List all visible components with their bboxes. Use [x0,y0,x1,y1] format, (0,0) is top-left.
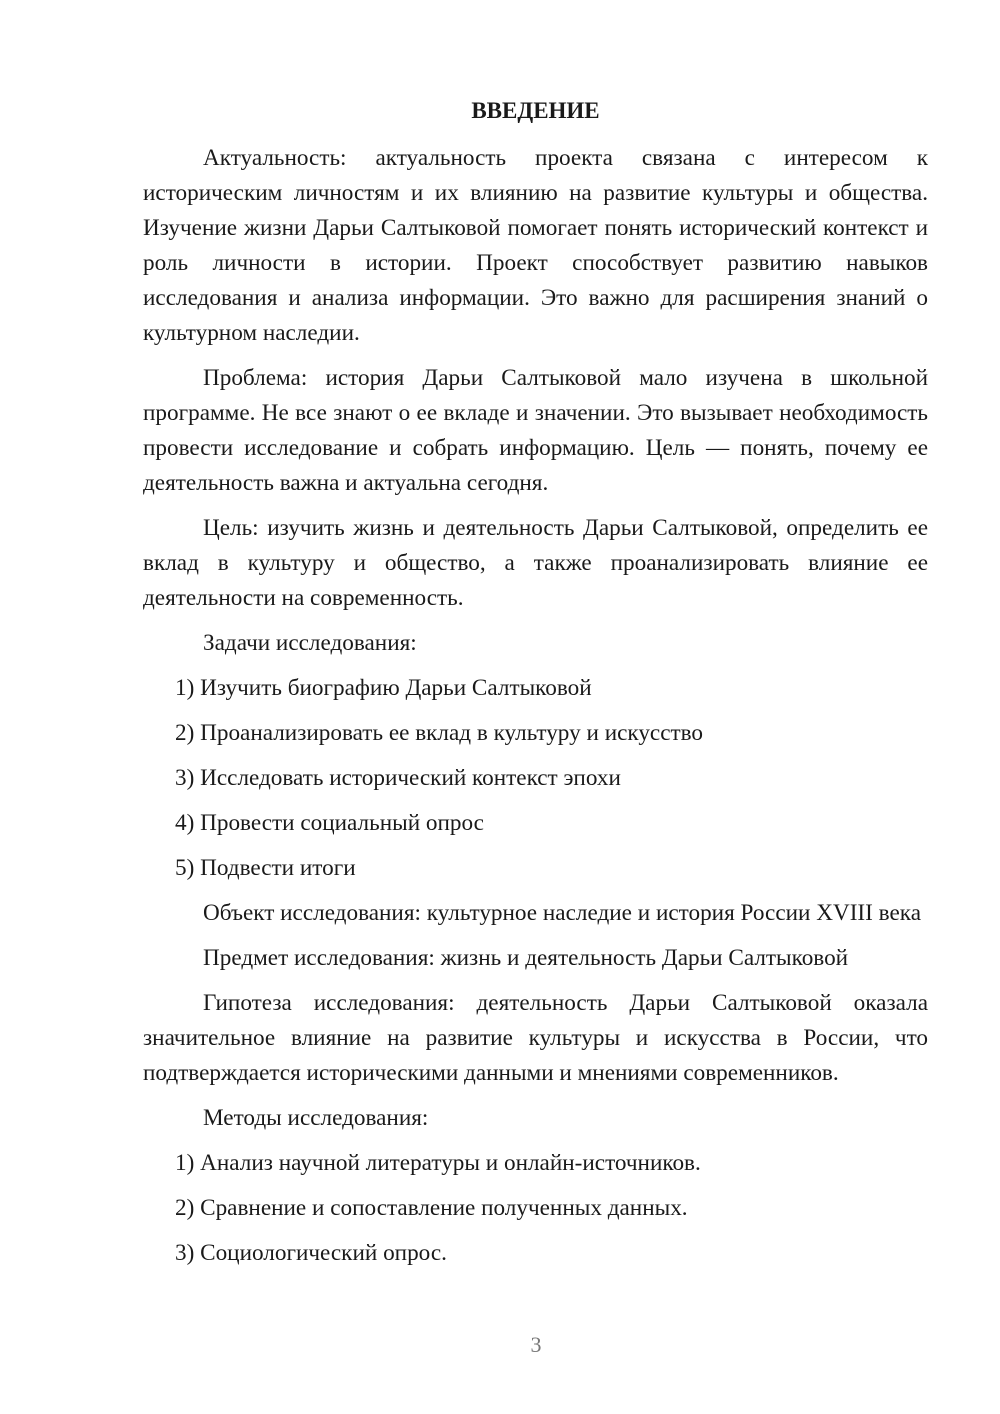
task-item: 4) Провести социальный опрос [175,810,484,836]
relevance-paragraph: Актуальность: актуальность проекта связана с интересом к историческим личностям и их влиянию на развитие культуры и общества. Изучение жизни Дарьи Салтыковой помогает понять исторический контекст и роль личности в истории. Проект способствует развитию навыков исследования и анализа информации. Это важно для расширения знаний о культурном наследии. [143,145,928,346]
task-item: 1) Изучить биографию Дарьи Салтыковой [175,675,592,701]
method-item: 3) Социологический опрос. [175,1240,447,1266]
method-item: 2) Сравнение и сопоставление полученных данных. [175,1195,688,1221]
methods-label: Методы исследования: [203,1105,429,1131]
task-item: 3) Исследовать исторический контекст эпохи [175,765,621,791]
task-item: 2) Проанализировать ее вклад в культуру и искусство [175,720,704,746]
problem-paragraph: Проблема: история Дарьи Салтыковой мало изучена в школьной программе. Не все знают о ее вкладе и значении. Это вызывает необходимость провести исследование и собрать информацию. Цель — понять, почему ее деятельность важна и актуальна сегодня. [143,365,928,496]
goal-paragraph: Цель: изучить жизнь и деятельность Дарьи Салтыковой, определить ее вклад в культуру и общество, а также проанализировать влияние ее деятельности на современность. [143,515,928,611]
subject-line: Предмет исследования: жизнь и деятельность Дарьи Салтыковой [203,945,849,971]
tasks-label: Задачи исследования: [203,630,417,656]
hypothesis-paragraph: Гипотеза исследования: деятельность Дарьи Салтыковой оказала значительное влияние на развитие культуры и искусства в России, что подтверждается историческими данными и мнениями современников. [143,990,928,1086]
page-body [143,96,928,1281]
page-title: ВВЕДЕНИЕ [471,98,600,123]
task-item: 5) Подвести итоги [175,855,356,881]
object-paragraph: Объект исследования: культурное наследие и история России XVIII века [203,900,921,926]
page-number: 3 [530,1332,542,1357]
method-item: 1) Анализ научной литературы и онлайн-источников. [175,1150,701,1176]
